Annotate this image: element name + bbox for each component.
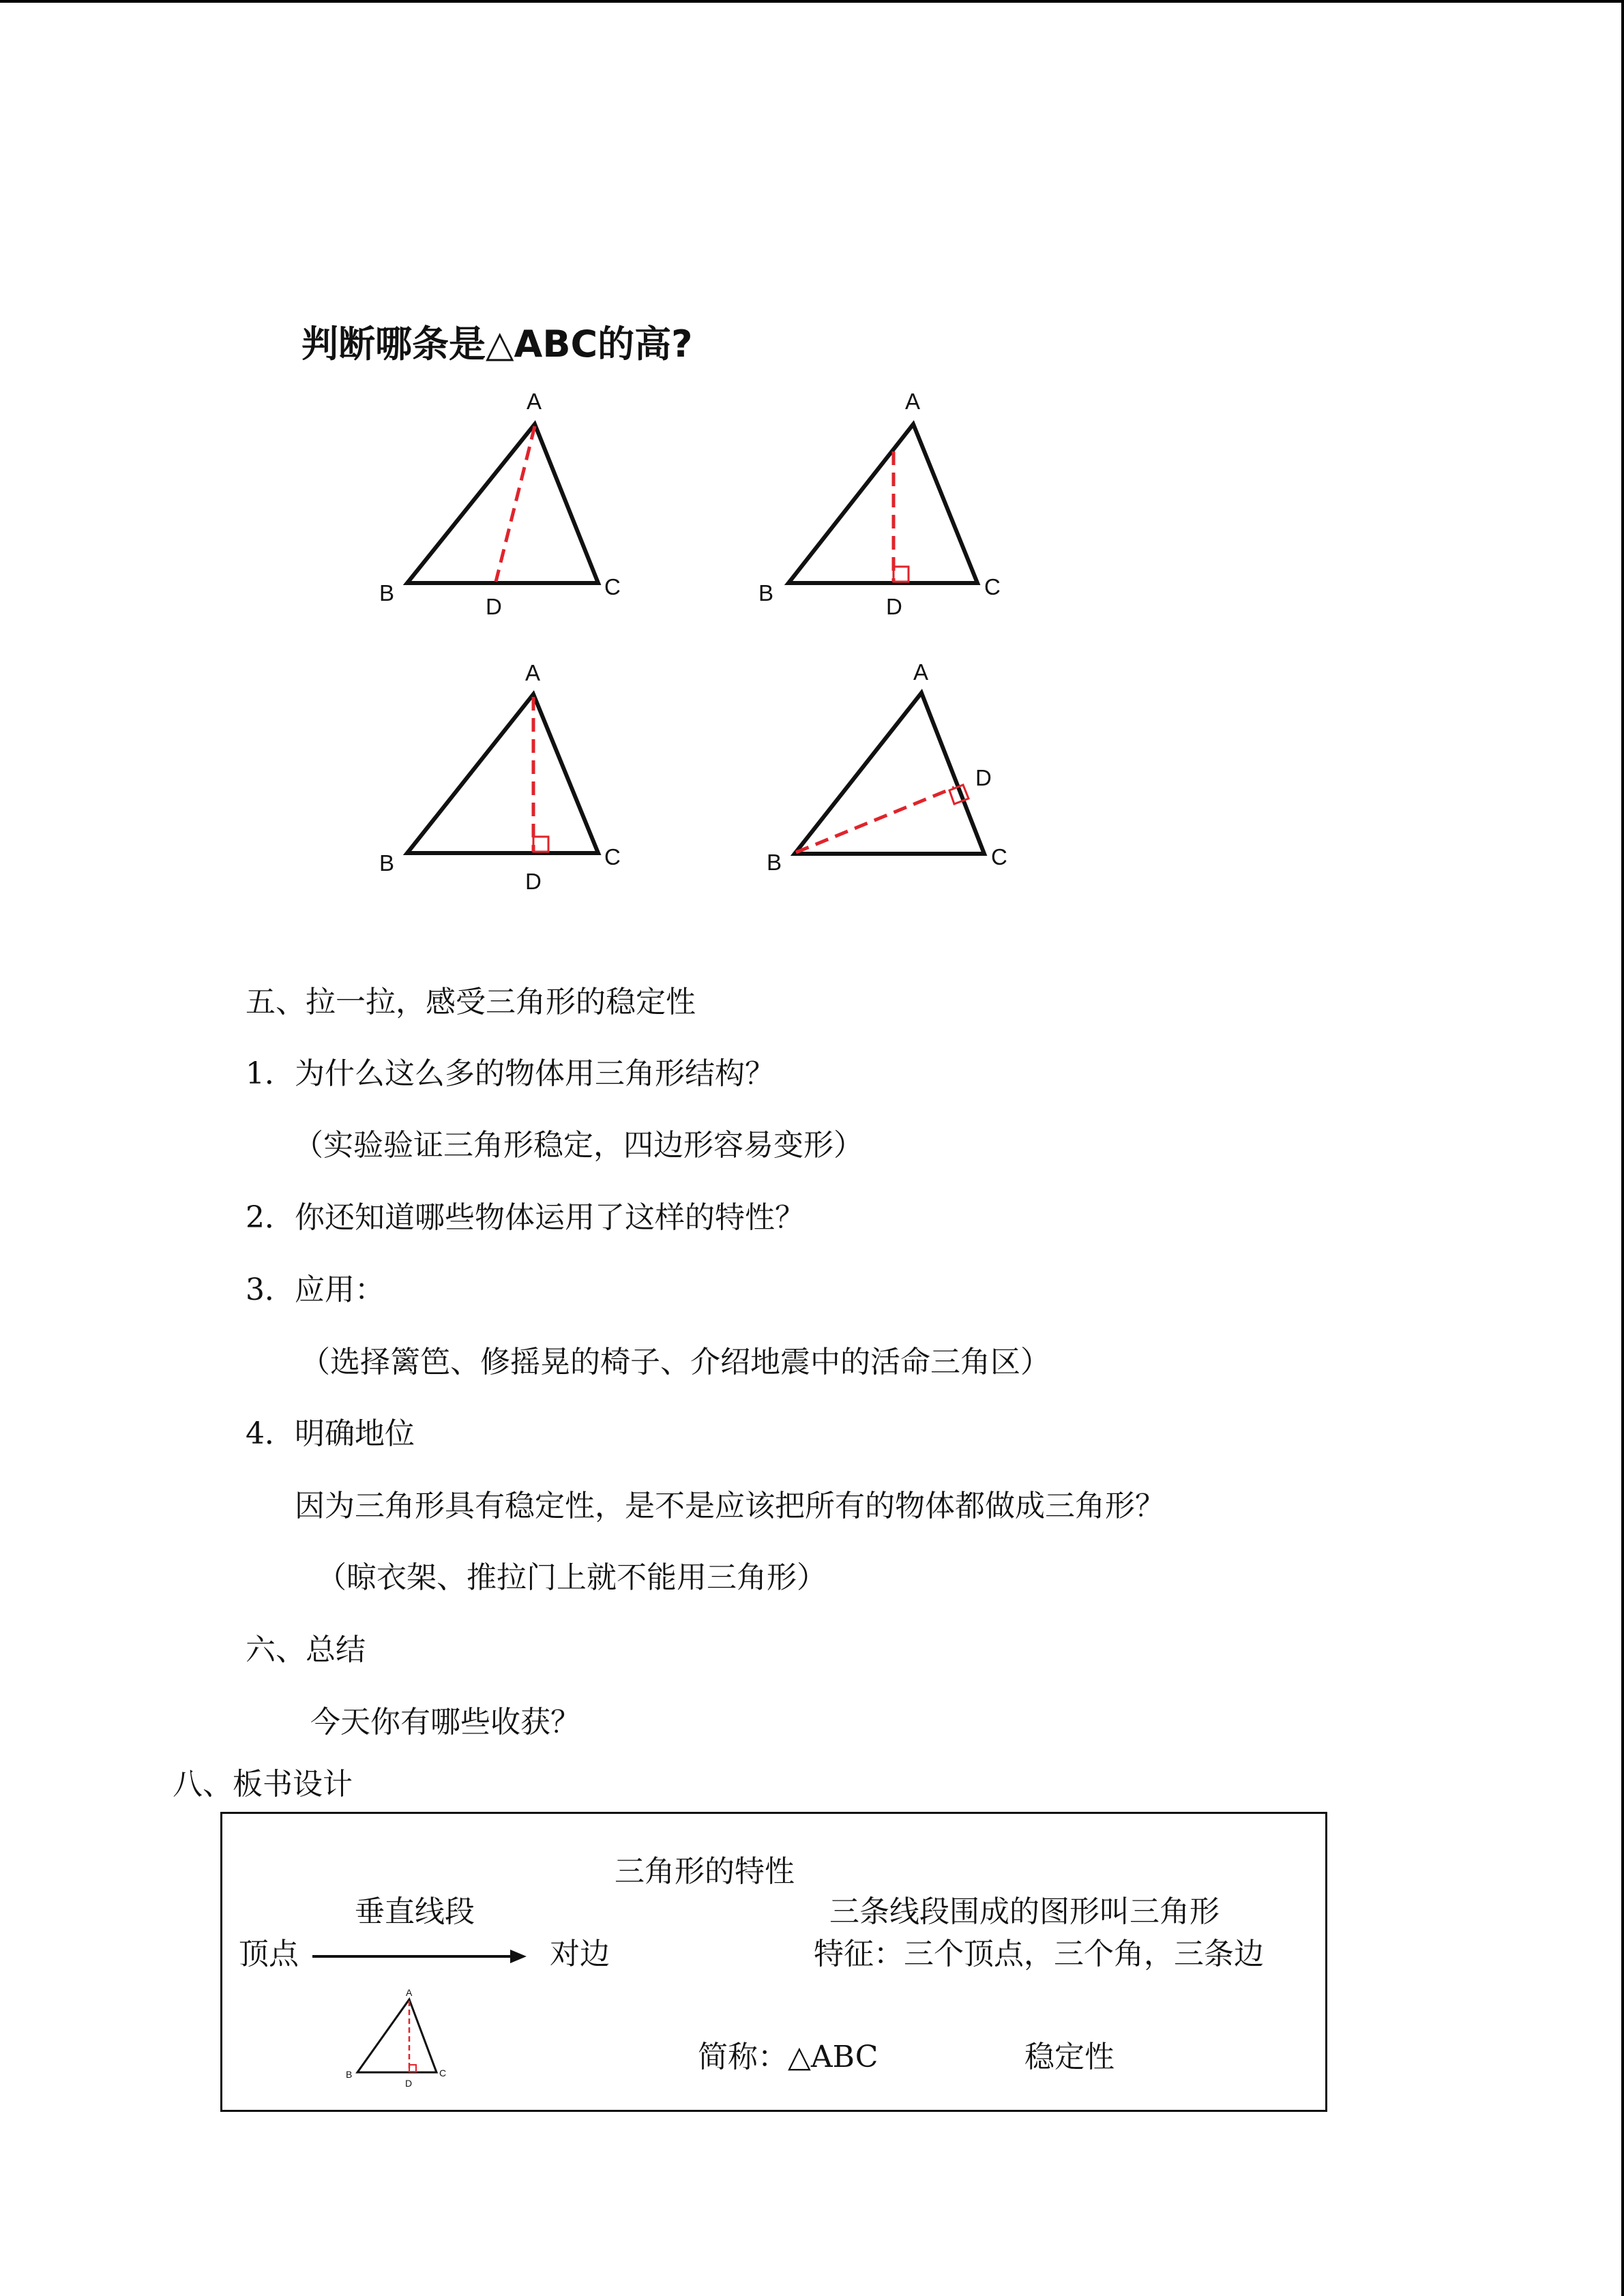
right-angle-mark-3	[533, 837, 548, 852]
label-b: B	[379, 850, 395, 876]
label-a: A	[905, 389, 921, 414]
board-stability: 稳定性	[1024, 2040, 1114, 2074]
label-c: C	[439, 2068, 447, 2078]
section5-q4: 4．明确地位	[246, 1416, 415, 1451]
board-abbr: 简称：△ABC	[698, 2040, 879, 2074]
triangle-3	[407, 694, 598, 853]
label-d: D	[525, 869, 542, 894]
section5-q2: 2．你还知道哪些物体运用了这样的特性？	[246, 1200, 805, 1235]
label-b: B	[346, 2069, 353, 2080]
section5-q1: 1．为什么这么多的物体用三角形结构？	[246, 1056, 775, 1091]
board-arrow-label: 垂直线段	[355, 1894, 475, 1929]
label-b: B	[379, 580, 395, 606]
board-triangle	[325, 1981, 461, 2104]
section8-heading: 八、板书设计	[173, 1767, 353, 1802]
label-c: C	[604, 844, 621, 869]
triangle-figures	[0, 0, 1624, 955]
label-c: C	[604, 574, 621, 599]
section6-heading: 六、总结	[246, 1632, 366, 1667]
right-angle-mark-2	[894, 567, 909, 582]
label-c: C	[991, 844, 1007, 869]
label-a: A	[525, 660, 541, 685]
board-title: 三角形的特性	[615, 1854, 795, 1889]
label-d: D	[405, 2078, 413, 2089]
board-definition: 三条线段围成的图形叫三角形	[829, 1894, 1220, 1929]
triangle-4	[795, 693, 984, 854]
label-b: B	[767, 850, 782, 875]
label-b: B	[758, 580, 774, 606]
figure-4	[767, 659, 1007, 875]
figure-3	[379, 660, 621, 894]
label-c: C	[984, 574, 1001, 599]
label-d: D	[486, 594, 502, 619]
board-from: 顶点	[239, 1937, 299, 1971]
triangle-2	[788, 424, 977, 583]
section5-q3-note: （选择篱笆、修摇晃的椅子、介绍地震中的活命三角区）	[300, 1345, 1050, 1380]
arrow-icon	[311, 1948, 529, 1965]
board-features: 特征：三个顶点，三个角，三条边	[814, 1937, 1264, 1971]
section5-q3: 3．应用：	[246, 1272, 385, 1307]
section5-heading: 五、拉一拉，感受三角形的稳定性	[246, 985, 696, 1019]
label-a: A	[527, 389, 542, 414]
section5-q1-note: （实验验证三角形稳定，四边形容易变形）	[293, 1128, 863, 1163]
section6-question: 今天你有哪些收获？	[310, 1705, 580, 1740]
label-d: D	[886, 594, 902, 619]
section5-q4-question: 因为三角形具有稳定性，是不是应该把所有的物体都做成三角形？	[295, 1489, 1165, 1523]
blackboard-design	[220, 1812, 1327, 2112]
board-to: 对边	[550, 1937, 610, 1971]
label-a: A	[913, 659, 929, 685]
figure-1	[379, 389, 621, 619]
label-a: A	[406, 1987, 413, 1998]
figure-2	[758, 389, 1001, 619]
question-title: 判断哪条是△ABC的高?	[301, 323, 693, 366]
section5-q4-note: （晾衣架、推拉门上就不能用三角形）	[316, 1560, 827, 1595]
label-d: D	[975, 765, 992, 790]
